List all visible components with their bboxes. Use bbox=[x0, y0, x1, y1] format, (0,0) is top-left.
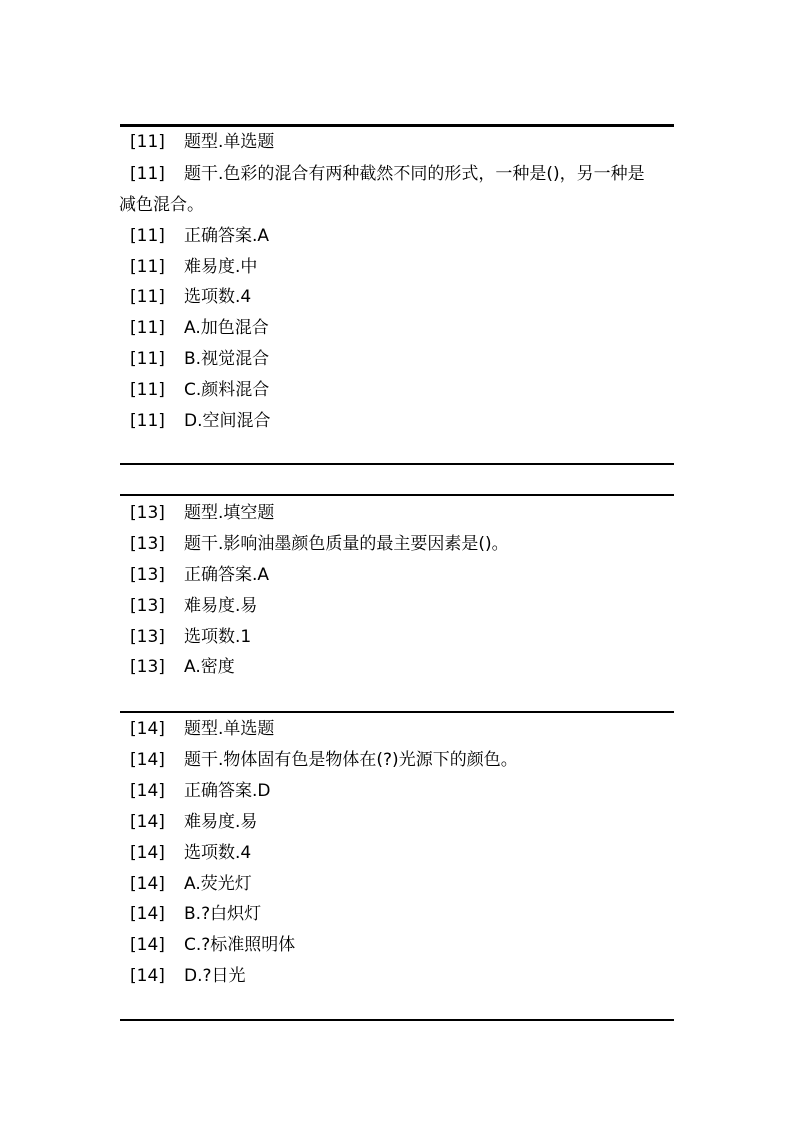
question-tag: [14] bbox=[130, 843, 165, 863]
question-tag: [11] bbox=[130, 411, 165, 431]
question-type: 题型.单选题 bbox=[184, 719, 275, 739]
option-line bbox=[130, 961, 246, 992]
difficulty: 难易度.易 bbox=[184, 812, 258, 832]
option-line bbox=[130, 344, 269, 375]
question-tag: [13] bbox=[130, 596, 165, 616]
question-type-line bbox=[130, 714, 274, 745]
option-count: 选项数.4 bbox=[184, 843, 252, 863]
difficulty-line bbox=[130, 252, 257, 283]
option-count-line bbox=[130, 282, 251, 313]
question-type: 题型.填空题 bbox=[184, 503, 275, 523]
question-tag: [13] bbox=[130, 534, 165, 554]
question-tag: [14] bbox=[130, 904, 165, 924]
question-stem-line bbox=[130, 159, 645, 190]
difficulty-line bbox=[130, 591, 257, 622]
option-b: B.?白炽灯 bbox=[184, 904, 262, 924]
option-line bbox=[130, 375, 269, 406]
question-tag: [14] bbox=[130, 750, 165, 770]
question-stem: 题干.影响油墨颜色质量的最主要因素是()。 bbox=[184, 534, 509, 554]
answer-line bbox=[130, 776, 271, 807]
question-stem-line bbox=[130, 745, 518, 776]
option-a: A.密度 bbox=[184, 657, 235, 677]
question-tag: [13] bbox=[130, 657, 165, 677]
option-c: C.颜料混合 bbox=[184, 380, 270, 400]
option-line bbox=[130, 652, 235, 683]
option-line bbox=[130, 406, 271, 437]
option-a: A.荧光灯 bbox=[184, 874, 252, 894]
option-a: A.加色混合 bbox=[184, 318, 269, 338]
option-d: D.?日光 bbox=[184, 966, 246, 986]
option-line bbox=[130, 869, 252, 900]
block-11-bottom-rule bbox=[120, 463, 674, 465]
option-count: 选项数.4 bbox=[184, 287, 252, 307]
question-type: 题型.单选题 bbox=[184, 132, 275, 152]
question-stem-line bbox=[130, 529, 509, 560]
question-type-line bbox=[130, 498, 274, 529]
question-tag: [11] bbox=[130, 257, 165, 277]
option-b: B.视觉混合 bbox=[184, 349, 270, 369]
question-tag: [11] bbox=[130, 287, 165, 307]
question-tag: [14] bbox=[130, 874, 165, 894]
option-count-line bbox=[130, 838, 251, 869]
question-tag: [11] bbox=[130, 380, 165, 400]
option-c: C.?标准照明体 bbox=[184, 935, 296, 955]
difficulty: 难易度.中 bbox=[184, 257, 258, 277]
question-tag: [14] bbox=[130, 966, 165, 986]
block-14-top-rule bbox=[120, 711, 674, 713]
option-line bbox=[130, 313, 269, 344]
correct-answer: 正确答案.A bbox=[184, 226, 270, 246]
option-line bbox=[130, 899, 261, 930]
question-stem: 题干.色彩的混合有两种截然不同的形式，一种是()，另一种是 bbox=[184, 164, 645, 184]
question-tag: [11] bbox=[130, 318, 165, 338]
question-tag: [14] bbox=[130, 781, 165, 801]
question-tag: [11] bbox=[130, 164, 165, 184]
correct-answer: 正确答案.A bbox=[184, 565, 270, 585]
question-tag: [14] bbox=[130, 935, 165, 955]
option-d: D.空间混合 bbox=[184, 411, 271, 431]
option-line bbox=[130, 930, 295, 961]
question-stem: 题干.物体固有色是物体在(?)光源下的颜色。 bbox=[184, 750, 518, 770]
question-tag: [13] bbox=[130, 565, 165, 585]
difficulty: 难易度.易 bbox=[184, 596, 258, 616]
difficulty-line bbox=[130, 807, 257, 838]
block-14-bottom-rule bbox=[120, 1019, 674, 1021]
question-tag: [13] bbox=[130, 627, 165, 647]
answer-line bbox=[130, 221, 269, 252]
question-tag: [11] bbox=[130, 226, 165, 246]
correct-answer: 正确答案.D bbox=[184, 781, 271, 801]
option-count: 选项数.1 bbox=[184, 627, 252, 647]
option-count-line bbox=[130, 622, 251, 653]
question-tag: [11] bbox=[130, 349, 165, 369]
question-type-line bbox=[130, 127, 274, 158]
answer-line bbox=[130, 560, 269, 591]
question-tag: [11] bbox=[130, 132, 165, 152]
question-tag: [14] bbox=[130, 812, 165, 832]
block-13-top-rule bbox=[120, 494, 674, 496]
question-stem-continuation: 减色混合。 bbox=[119, 195, 204, 215]
question-tag: [13] bbox=[130, 503, 165, 523]
question-tag: [14] bbox=[130, 719, 165, 739]
